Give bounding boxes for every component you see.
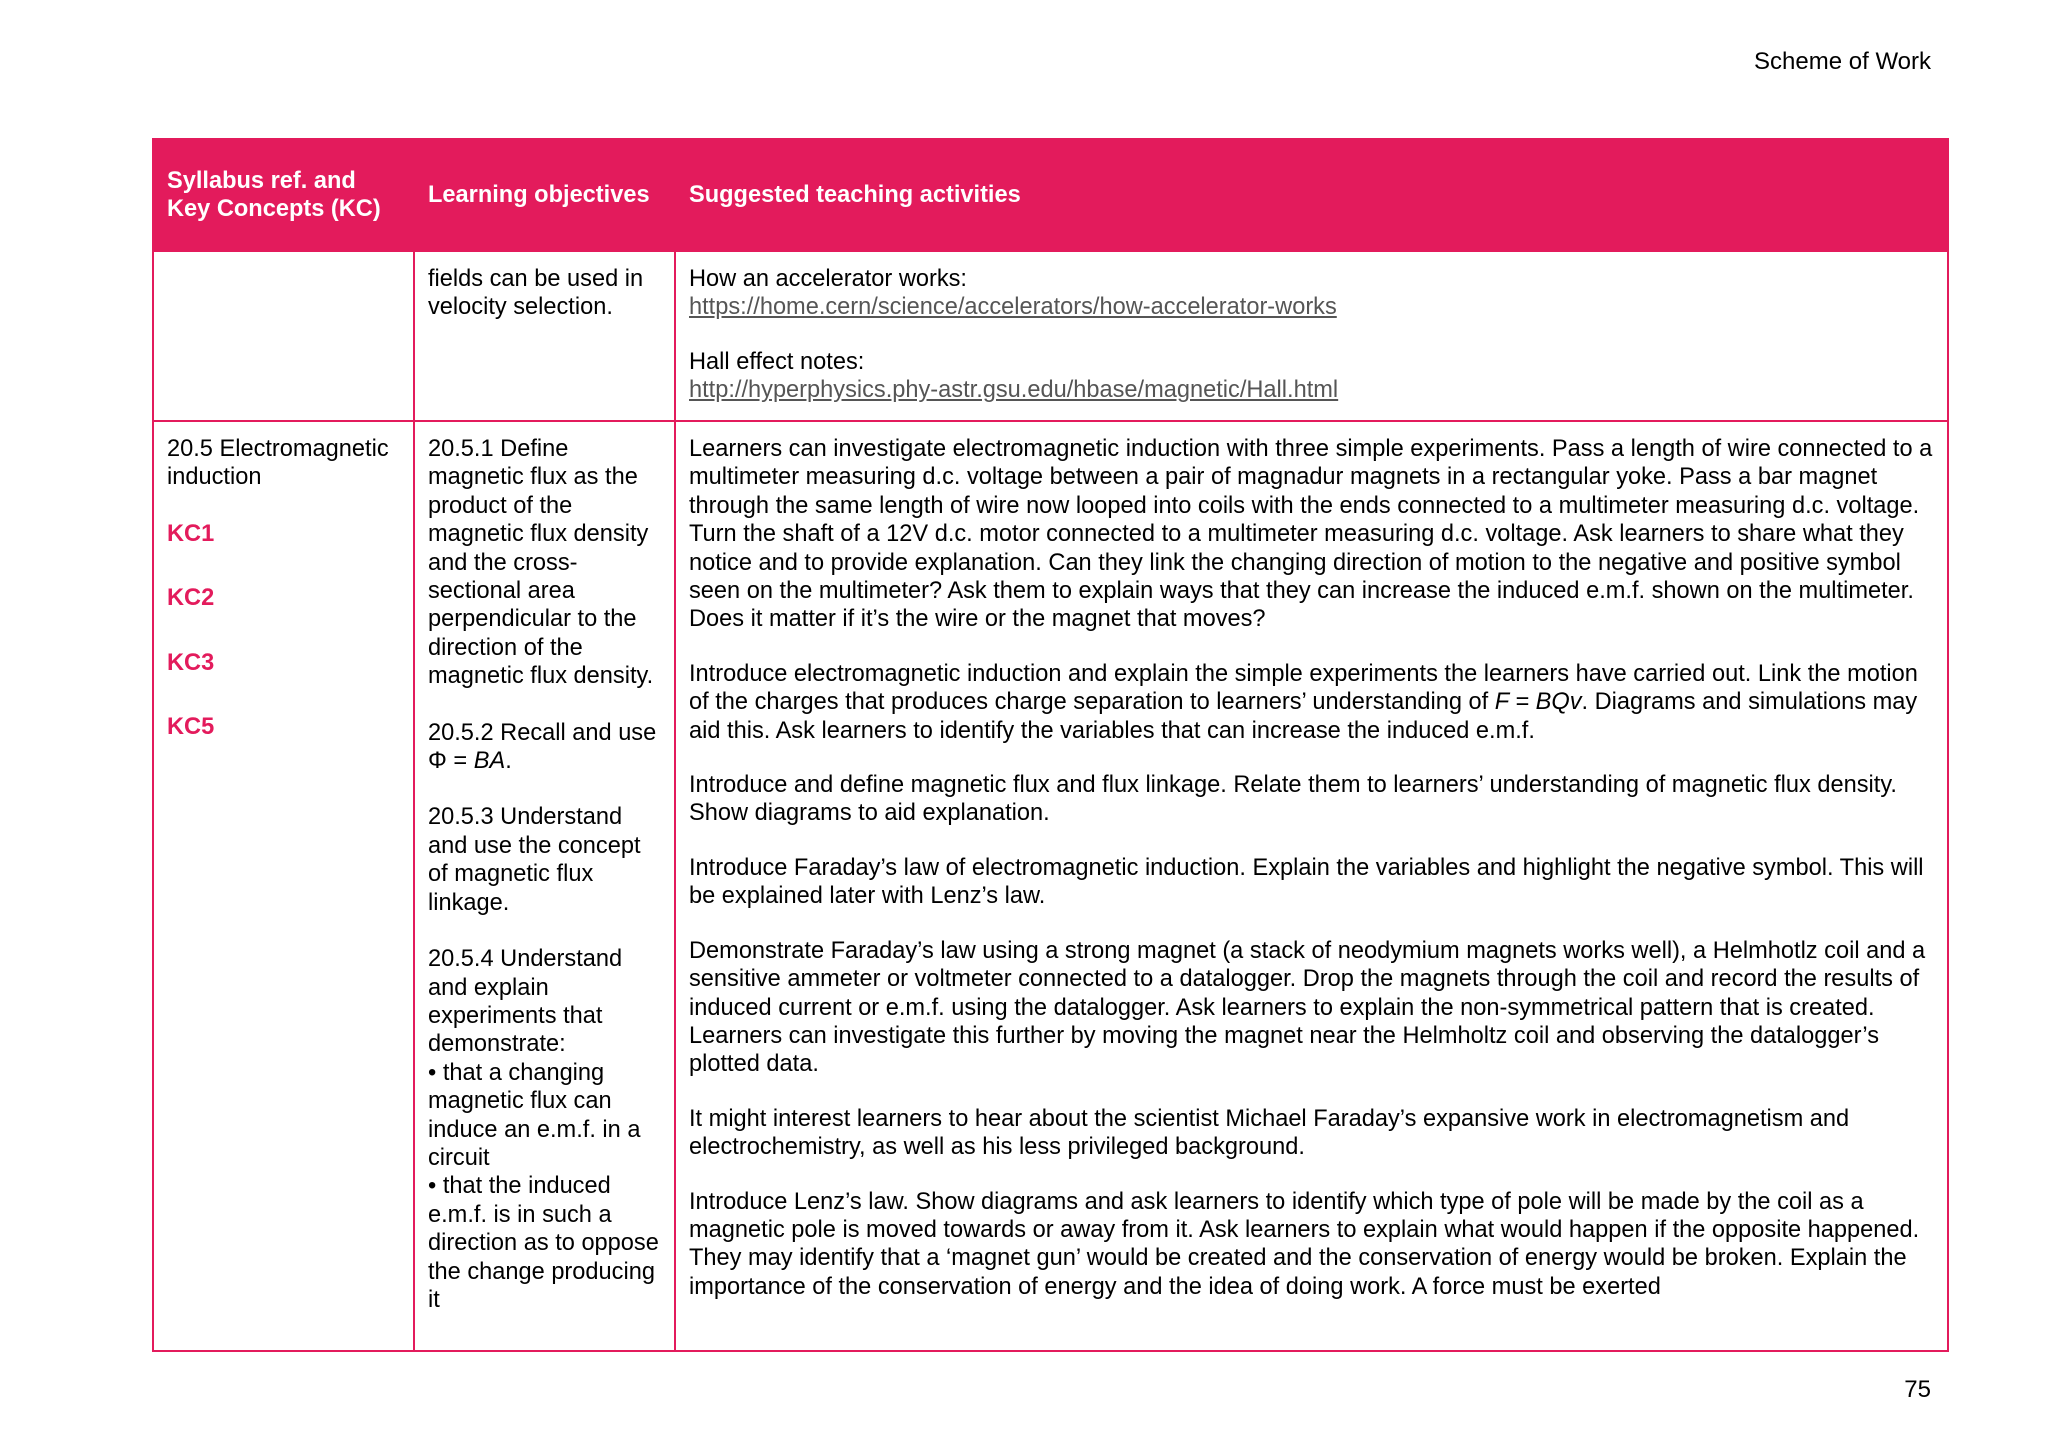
- row2-objectives-cell: [414, 421, 675, 1351]
- activity-2-suffix: . Diagrams and simulations may aid this. Ask learners to identify the variables that can increase the induced e.m.f.: [689, 689, 1918, 744]
- table-header-row: [153, 139, 1948, 251]
- page-number: 75: [1904, 1376, 1931, 1403]
- objective-20-5-4-intro: 20.5.4 Understand and explain experiments that demonstrate:: [428, 946, 623, 1058]
- objective-20-5-2-suffix: .: [505, 748, 512, 775]
- hall-resource: [689, 348, 1935, 405]
- activity-paragraph-6: It might interest learners to hear about the scientist Michael Faraday’s expansive work in electromagnetism and electrochemistry, as well as his less privileged background.: [689, 1105, 1850, 1161]
- key-concept-kc2: KC2: [167, 585, 215, 612]
- objective-20-5-4-bullet-2: • that the induced e.m.f. is in such a direction as to oppose the change producing it: [428, 1173, 659, 1313]
- key-concept-kc1: KC1: [167, 520, 215, 547]
- row1-activities-cell: [675, 251, 1948, 421]
- objective-20-5-2-prefix: 20.5.2 Recall and use Φ =: [428, 719, 657, 775]
- row1-objective: fields can be used in velocity selection.: [428, 266, 644, 321]
- table-row: [153, 251, 1948, 421]
- accelerator-link[interactable]: https://home.cern/science/accelerators/how-accelerator-works: [689, 294, 1337, 321]
- activity-paragraph-3: Introduce and define magnetic flux and flux linkage. Relate them to learners’ understanding of magnetic flux density. Show diagrams to aid explanation.: [689, 772, 1897, 827]
- accelerator-resource: [689, 265, 1935, 322]
- activity-paragraph-4: Introduce Faraday’s law of electromagnetic induction. Explain the variables and highlight the negative symbol. This will be explained later with Lenz’s law.: [689, 854, 1924, 910]
- activity-paragraph-5: Demonstrate Faraday’s law using a strong magnet (a stack of neodymium magnets works well), a Helmhotlz coil and a sensitive ammeter or voltmeter connected to a datalogger. Drop the magnets through the coil and record the results of induced current or e.m.f. using the datalogger. Ask learners to explain the non-symmetrical pattern that is created. Learners can investigate this further by moving the magnet near the Helmholtz coil and observing the datalogger’s plotted data.: [689, 937, 1926, 1078]
- header-objectives: Learning objectives: [414, 139, 675, 251]
- activity-2-prefix: Introduce electromagnetic induction and explain the simple experiments the learners have carried out. Link the motion of the charges that produces charge separation to learners’ understanding of: [689, 660, 1918, 716]
- row1-syllabus-cell: [153, 251, 414, 421]
- objective-20-5-1: 20.5.1 Define magnetic flux as the product of the magnetic flux density and the cross-sectional area perpendicular to the direction of the magnetic flux density.: [428, 436, 654, 690]
- activity-paragraph-2: [689, 660, 1935, 745]
- page-header: Scheme of Work: [1754, 48, 1931, 75]
- objective-20-5-4: [428, 945, 662, 1314]
- activity-2-formula: F = BQv: [1494, 689, 1582, 716]
- row1-objective-cell: [414, 251, 675, 421]
- table-row: [153, 421, 1948, 1351]
- activity-paragraph-7: Introduce Lenz’s law. Show diagrams and ask learners to identify which type of pole will be made by the coil as a magnetic pole is moved towards or away from it. Ask learners to explain what would happen if the opposite happened. They may identify that a ‘magnet gun’ would be created and the conservation of energy would be broken. Explain the importance of the conservation of energy and the idea of doing work. A force must be exerted: [689, 1188, 1920, 1300]
- header-activities: Suggested teaching activities: [675, 139, 1948, 251]
- row2-activities-cell: [675, 421, 1948, 1351]
- objective-20-5-2: [428, 719, 662, 776]
- key-concept-kc5: KC5: [167, 714, 215, 741]
- objective-20-5-4-bullet-1: • that a changing magnetic flux can induce an e.m.f. in a circuit: [428, 1059, 641, 1171]
- header-syllabus: Syllabus ref. and Key Concepts (KC): [153, 139, 414, 251]
- objective-20-5-3: 20.5.3 Understand and use the concept of magnetic flux linkage.: [428, 804, 641, 916]
- syllabus-title: 20.5 Electromagnetic induction: [167, 436, 389, 491]
- hall-link[interactable]: http://hyperphysics.phy-astr.gsu.edu/hbase/magnetic/Hall.html: [689, 377, 1339, 404]
- activity-paragraph-1: Learners can investigate electromagnetic induction with three simple experiments. Pass a length of wire connected to a multimeter measuring d.c. voltage between a pair of magnadur magnets in a rectangular yoke. Pass a bar magnet through the same length of wire now looped into coils with the ends connected to a multimeter measuring d.c. voltage. Turn the shaft of a 12V d.c. motor connected to a multimeter measuring d.c. voltage. Ask learners to share what they notice and to provide explanation. Can they link the changing direction of motion to the negative and positive symbol seen on the multimeter? Ask them to explain ways that they can increase the induced e.m.f. shown on the multimeter. Does it matter if it’s the wire or the magnet that moves?: [689, 436, 1933, 633]
- objective-20-5-2-formula: BA: [473, 748, 506, 775]
- key-concept-kc3: KC3: [167, 649, 215, 676]
- row2-syllabus-cell: [153, 421, 414, 1351]
- hall-label: Hall effect notes:: [689, 348, 865, 375]
- scheme-of-work-table: [152, 138, 1949, 1352]
- accelerator-label: How an accelerator works:: [689, 266, 967, 292]
